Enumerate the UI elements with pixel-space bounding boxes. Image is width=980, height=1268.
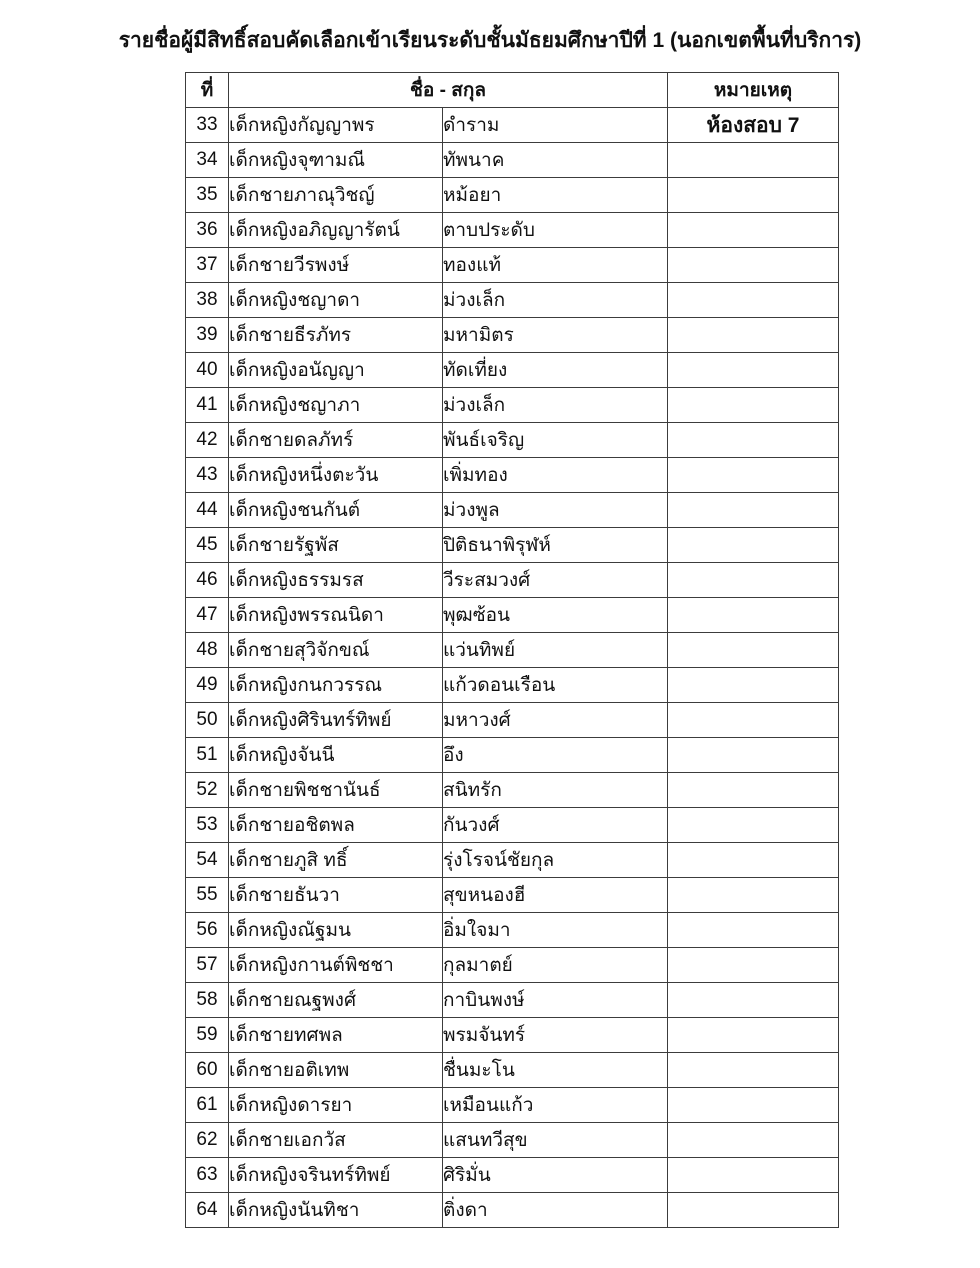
table-row (186, 318, 839, 353)
first-name-cell: เด็กชายทศพล (229, 1018, 443, 1053)
remark-cell (668, 843, 839, 878)
last-name-cell: พุฒซ้อน (443, 598, 668, 633)
table-row (186, 598, 839, 633)
remark-cell (668, 633, 839, 668)
remark-cell (668, 913, 839, 948)
first-name-cell: เด็กหญิงอนัญญา (229, 353, 443, 388)
row-number-cell: 42 (186, 423, 229, 458)
table-row (186, 668, 839, 703)
first-name-cell: เด็กชายภูสิ ทธิ์ (229, 843, 443, 878)
remark-cell (668, 318, 839, 353)
first-name-cell: เด็กหญิงหนึ่งตะวัน (229, 458, 443, 493)
table-row (186, 563, 839, 598)
row-number-cell: 38 (186, 283, 229, 318)
last-name-cell: กันวงศ์ (443, 808, 668, 843)
last-name-cell: ชื่นมะโน (443, 1053, 668, 1088)
table-row (186, 913, 839, 948)
first-name-cell: เด็กชายเอกวัส (229, 1123, 443, 1158)
last-name-cell: มหามิตร (443, 318, 668, 353)
remark-cell (668, 948, 839, 983)
first-name-cell: เด็กหญิงจรินทร์ทิพย์ (229, 1158, 443, 1193)
row-number-cell: 64 (186, 1193, 229, 1228)
last-name-cell: ปิติธนาพิรุฬห์ (443, 528, 668, 563)
header-row (186, 73, 839, 108)
last-name-cell: กุลมาตย์ (443, 948, 668, 983)
last-name-cell: กาบินพงษ์ (443, 983, 668, 1018)
last-name-cell: แสนทวีสุข (443, 1123, 668, 1158)
last-name-cell: รุ่งโรจน์ชัยกุล (443, 843, 668, 878)
table-row (186, 1018, 839, 1053)
last-name-cell: ทัพนาค (443, 143, 668, 178)
last-name-cell: เพิ่มทอง (443, 458, 668, 493)
remark-cell (668, 983, 839, 1018)
row-number-cell: 33 (186, 108, 229, 143)
row-number-cell: 62 (186, 1123, 229, 1158)
remark-cell (668, 353, 839, 388)
last-name-cell: วีระสมวงศ์ (443, 563, 668, 598)
last-name-cell: สุขหนองฮี (443, 878, 668, 913)
table-row (186, 528, 839, 563)
first-name-cell: เด็กชายรัฐพัส (229, 528, 443, 563)
column-header-number: ที่ (186, 73, 229, 108)
row-number-cell: 52 (186, 773, 229, 808)
remark-cell (668, 213, 839, 248)
remark-cell (668, 773, 839, 808)
last-name-cell: เหมือนแก้ว (443, 1088, 668, 1123)
student-table-body (186, 108, 839, 1228)
last-name-cell: มหาวงศ์ (443, 703, 668, 738)
first-name-cell: เด็กชายอชิตพล (229, 808, 443, 843)
row-number-cell: 34 (186, 143, 229, 178)
table-row (186, 843, 839, 878)
first-name-cell: เด็กหญิงดารยา (229, 1088, 443, 1123)
remark-cell (668, 1158, 839, 1193)
remark-cell (668, 388, 839, 423)
row-number-cell: 47 (186, 598, 229, 633)
row-number-cell: 57 (186, 948, 229, 983)
remark-cell (668, 528, 839, 563)
remark-cell (668, 598, 839, 633)
last-name-cell: ทองแท้ (443, 248, 668, 283)
remark-cell (668, 1053, 839, 1088)
remark-cell (668, 1088, 839, 1123)
row-number-cell: 53 (186, 808, 229, 843)
first-name-cell: เด็กชายณฐพงศ์ (229, 983, 443, 1018)
table-row (186, 983, 839, 1018)
remark-cell (668, 423, 839, 458)
table-row (186, 353, 839, 388)
remark-cell (668, 458, 839, 493)
table-row (186, 493, 839, 528)
table-row (186, 178, 839, 213)
exam-room-label: ห้องสอบ 7 (706, 113, 800, 137)
first-name-cell: เด็กหญิงกานต์พิชชา (229, 948, 443, 983)
first-name-cell: เด็กชายสุวิจักขณ์ (229, 633, 443, 668)
column-header-name: ชื่อ - สกุล (229, 73, 668, 108)
first-name-cell: เด็กหญิงจุฑามณี (229, 143, 443, 178)
table-row (186, 1193, 839, 1228)
table-row (186, 1123, 839, 1158)
row-number-cell: 50 (186, 703, 229, 738)
first-name-cell: เด็กหญิงพรรณนิดา (229, 598, 443, 633)
remark-cell (668, 178, 839, 213)
remark-cell (668, 1123, 839, 1158)
last-name-cell: อิ่มใจมา (443, 913, 668, 948)
table-row (186, 738, 839, 773)
row-number-cell: 46 (186, 563, 229, 598)
table-row (186, 633, 839, 668)
last-name-cell: พรมจันทร์ (443, 1018, 668, 1053)
last-name-cell: สนิทรัก (443, 773, 668, 808)
remark-cell (668, 878, 839, 913)
remark-cell (668, 808, 839, 843)
first-name-cell: เด็กหญิงจันนี (229, 738, 443, 773)
remark-cell (668, 1193, 839, 1228)
row-number-cell: 44 (186, 493, 229, 528)
row-number-cell: 39 (186, 318, 229, 353)
row-number-cell: 55 (186, 878, 229, 913)
row-number-cell: 61 (186, 1088, 229, 1123)
page-title: รายชื่อผู้มีสิทธิ์สอบคัดเลือกเข้าเรียนระดับชั้นมัธยมศึกษาปีที่ 1 (นอกเขตพื้นที่บริการ) (118, 29, 862, 52)
table-row (186, 1158, 839, 1193)
first-name-cell: เด็กชายภาณุวิชญ์ (229, 178, 443, 213)
first-name-cell: เด็กหญิงชนกันต์ (229, 493, 443, 528)
first-name-cell: เด็กหญิงชญาดา (229, 283, 443, 318)
row-number-cell: 48 (186, 633, 229, 668)
first-name-cell: เด็กหญิงธรรมรส (229, 563, 443, 598)
first-name-cell: เด็กชายธันวา (229, 878, 443, 913)
row-number-cell: 36 (186, 213, 229, 248)
row-number-cell: 37 (186, 248, 229, 283)
table-row (186, 948, 839, 983)
last-name-cell: ศิริมั่น (443, 1158, 668, 1193)
first-name-cell: เด็กหญิงกัญญาพร (229, 108, 443, 143)
table-row (186, 108, 839, 143)
row-number-cell: 41 (186, 388, 229, 423)
table-row (186, 388, 839, 423)
last-name-cell: ม่วงเล็ก (443, 388, 668, 423)
last-name-cell: แก้วดอนเรือน (443, 668, 668, 703)
last-name-cell: ตาบประดับ (443, 213, 668, 248)
last-name-cell: ดำราม (443, 108, 668, 143)
row-number-cell: 40 (186, 353, 229, 388)
first-name-cell: เด็กหญิงชญาภา (229, 388, 443, 423)
remark-cell (668, 563, 839, 598)
last-name-cell: ม่วงเล็ก (443, 283, 668, 318)
last-name-cell: พันธ์เจริญ (443, 423, 668, 458)
table-row (186, 773, 839, 808)
table-row (186, 458, 839, 493)
last-name-cell: อึง (443, 738, 668, 773)
row-number-cell: 60 (186, 1053, 229, 1088)
first-name-cell: เด็กหญิงอภิญญารัตน์ (229, 213, 443, 248)
row-number-cell: 35 (186, 178, 229, 213)
remark-cell (668, 1018, 839, 1053)
table-row (186, 143, 839, 178)
remark-cell (668, 738, 839, 773)
table-row (186, 248, 839, 283)
table-row (186, 1088, 839, 1123)
last-name-cell: แว่นทิพย์ (443, 633, 668, 668)
first-name-cell: เด็กชายดลภัทร์ (229, 423, 443, 458)
table-row (186, 423, 839, 458)
first-name-cell: เด็กหญิงณัฐมน (229, 913, 443, 948)
remark-cell (668, 283, 839, 318)
last-name-cell: หม้อยา (443, 178, 668, 213)
remark-cell (668, 143, 839, 178)
remark-cell (668, 703, 839, 738)
remark-cell (668, 668, 839, 703)
table-row (186, 878, 839, 913)
roster-table-header (186, 73, 839, 108)
row-number-cell: 56 (186, 913, 229, 948)
first-name-cell: เด็กหญิงนันทิชา (229, 1193, 443, 1228)
row-number-cell: 58 (186, 983, 229, 1018)
table-row (186, 703, 839, 738)
row-number-cell: 51 (186, 738, 229, 773)
row-number-cell: 49 (186, 668, 229, 703)
table-row (186, 283, 839, 318)
first-name-cell: เด็กชายวีรพงษ์ (229, 248, 443, 283)
column-header-remark: หมายเหตุ (668, 73, 839, 108)
first-name-cell: เด็กหญิงศิรินทร์ทิพย์ (229, 703, 443, 738)
remark-cell (668, 108, 839, 143)
table-row (186, 213, 839, 248)
remark-cell (668, 248, 839, 283)
table-row (186, 808, 839, 843)
last-name-cell: ม่วงพูล (443, 493, 668, 528)
first-name-cell: เด็กชายธีรภัทร (229, 318, 443, 353)
row-number-cell: 45 (186, 528, 229, 563)
candidate-roster-table (185, 72, 839, 1228)
row-number-cell: 63 (186, 1158, 229, 1193)
remark-cell (668, 493, 839, 528)
table-row (186, 1053, 839, 1088)
first-name-cell: เด็กชายพิชชานันธ์ (229, 773, 443, 808)
last-name-cell: ติ่งดา (443, 1193, 668, 1228)
row-number-cell: 54 (186, 843, 229, 878)
last-name-cell: ทัดเที่ยง (443, 353, 668, 388)
row-number-cell: 43 (186, 458, 229, 493)
first-name-cell: เด็กชายอติเทพ (229, 1053, 443, 1088)
row-number-cell: 59 (186, 1018, 229, 1053)
first-name-cell: เด็กหญิงกนกวรรณ (229, 668, 443, 703)
